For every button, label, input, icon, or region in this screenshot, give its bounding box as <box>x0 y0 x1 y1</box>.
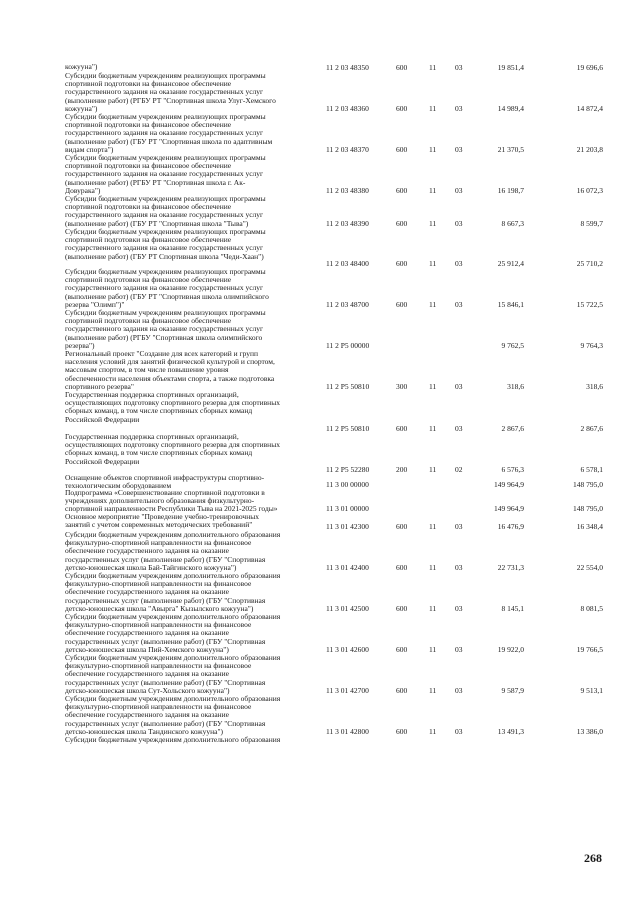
description-line: Субсидии бюджетным учреждениям реализующих программы <box>65 228 266 236</box>
row-description <box>65 350 311 391</box>
description-line: спортивной подготовки на финансовое обеспечение <box>65 203 232 212</box>
budget-code: 11 3 01 00000 <box>326 503 369 513</box>
description-line: детско-юношеская школа "Авырга" Кызылского кожууна") <box>65 604 254 613</box>
section-code: 11 <box>429 218 437 228</box>
expense-type-code: 600 <box>396 562 408 572</box>
amount-first-year: 14 989,4 <box>497 103 524 113</box>
description-line: резерва") <box>65 341 95 350</box>
amount-second-year: 6 578,1 <box>580 464 603 474</box>
amount-second-year: 8 081,5 <box>580 603 603 613</box>
description-line: государственного задания на оказание государственных услуг <box>65 88 264 97</box>
description-line: обеспечение государственного задания на оказание <box>65 711 230 720</box>
row-description <box>65 195 311 228</box>
expense-type-code: 600 <box>396 521 408 531</box>
expense-type-code: 600 <box>396 726 408 736</box>
subsection-code: 03 <box>455 62 463 72</box>
amount-first-year: 21 370,5 <box>497 144 524 154</box>
budget-code: 11 2 03 48390 <box>326 218 369 228</box>
description-line: (выполнение работ) (ГБУ РТ "Спортивная школа олимпийского <box>65 292 269 301</box>
description-line: государственного задания на оказание государственных услуг <box>65 170 264 179</box>
subsection-code: 03 <box>455 218 463 228</box>
amount-second-year: 8 599,7 <box>580 218 603 228</box>
row-description <box>65 736 311 744</box>
amount-first-year: 16 476,9 <box>497 521 524 531</box>
budget-code: 11 3 01 42800 <box>326 726 369 736</box>
amount-first-year: 19 851,4 <box>497 62 524 72</box>
expense-type-code: 600 <box>396 299 408 309</box>
description-line: массовым спортом, в том числе повышение уровня <box>65 366 229 375</box>
expense-type-code: 600 <box>396 103 408 113</box>
amount-second-year: 148 795,0 <box>573 503 603 513</box>
subsection-code: 03 <box>455 644 463 654</box>
description-line: сборных команд, в том числе спортивных сборных команд <box>65 449 253 458</box>
description-line: видам спорта") <box>65 145 114 154</box>
description-line: Субсидии бюджетным учреждениям реализующих программы <box>65 154 266 162</box>
row-description <box>65 474 311 490</box>
amount-first-year: 22 731,3 <box>497 562 524 572</box>
subsection-code: 03 <box>455 144 463 154</box>
description-line: Российской Федерации <box>65 457 140 466</box>
subsection-code: 03 <box>455 423 463 433</box>
amount-second-year: 22 554,0 <box>576 562 603 572</box>
expense-type-code: 200 <box>396 464 408 474</box>
description-line: кожууна") <box>65 104 98 113</box>
amount-first-year: 25 912,4 <box>497 258 524 268</box>
subsection-code: 03 <box>455 185 463 195</box>
budget-code: 11 2 03 48700 <box>326 299 369 309</box>
subsection-code: 03 <box>455 726 463 736</box>
description-line: Субсидии бюджетным учреждениям реализующих программы <box>65 195 266 203</box>
description-line: (выполнение работ) (РГБУ РТ "Спортивная школа г. Ак- <box>65 178 246 187</box>
description-line: (выполнение работ) (ГБУ РТ Спортивная школа "Чеди-Хаан") <box>65 252 264 261</box>
amount-second-year: 19 766,5 <box>576 644 603 654</box>
amount-second-year: 15 722,5 <box>576 299 603 309</box>
section-code: 11 <box>429 464 437 474</box>
section-code: 11 <box>429 258 437 268</box>
expense-type-code: 300 <box>396 381 408 391</box>
description-line: Субсидии бюджетным учреждениям дополнительного образования <box>65 695 281 703</box>
description-line: (выполнение работ) (РГБУ "Спортивная школа олимпийского <box>65 333 263 342</box>
description-line: физкультурно-спортивной направленности на финансовое <box>65 703 252 712</box>
description-line: спортивной подготовки на финансовое обеспечение <box>65 317 232 326</box>
row-description <box>65 72 311 113</box>
budget-code: 11 2 03 48370 <box>326 144 369 154</box>
expense-type-code: 600 <box>396 685 408 695</box>
budget-code: 11 2 03 48400 <box>326 258 369 268</box>
section-code: 11 <box>429 562 437 572</box>
amount-second-year: 148 795,0 <box>573 479 603 489</box>
amount-first-year: 8 145,1 <box>501 603 524 613</box>
expense-type-code: 600 <box>396 62 408 72</box>
description-line: кожууна") <box>65 63 98 71</box>
description-line: спортивной подготовки на финансовое обеспечение <box>65 236 232 245</box>
amount-second-year: 21 203,8 <box>576 144 603 154</box>
description-line: обеспечение государственного задания на оказание <box>65 588 230 597</box>
section-code: 11 <box>429 423 437 433</box>
row-description <box>65 309 311 350</box>
description-line: физкультурно-спортивной направленности на финансовое <box>65 539 252 548</box>
amount-second-year: 19 696,6 <box>576 62 603 72</box>
description-line: Субсидии бюджетным учреждениям реализующих программы <box>65 113 266 121</box>
subsection-code: 03 <box>455 562 463 572</box>
description-line: государственного задания на оказание государственных услуг <box>65 211 264 220</box>
expense-type-code: 600 <box>396 603 408 613</box>
description-line: государственных услуг (выполнение работ) (ГБУ "Спортивная <box>65 719 266 728</box>
amount-second-year: 318,6 <box>586 381 603 391</box>
row-description <box>65 433 311 466</box>
description-line: (выполнение работ) (ГБУ РТ "Спортивная школа "Тыва") <box>65 219 249 228</box>
description-line: населения условий для занятий физической культурой и спортом, <box>65 358 275 367</box>
amount-first-year: 9 587,9 <box>501 685 524 695</box>
amount-first-year: 149 964,9 <box>494 479 524 489</box>
budget-code: 11 2 Р5 52280 <box>326 464 370 474</box>
description-line: технологическим оборудованием <box>65 482 172 491</box>
description-line: детско-юношеская школа Бай-Тайгинского кожууна") <box>65 563 237 572</box>
amount-first-year: 318,6 <box>507 381 524 391</box>
description-line: физкультурно-спортивной направленности на финансовое <box>65 621 252 630</box>
amount-first-year: 16 198,7 <box>497 185 524 195</box>
section-code: 11 <box>429 644 437 654</box>
description-line: физкультурно-спортивной направленности на финансовое <box>65 662 252 671</box>
description-line: осуществляющих подготовку спортивного резерва для спортивных <box>65 441 280 450</box>
row-description <box>65 268 311 309</box>
subsection-code: 03 <box>455 103 463 113</box>
section-code: 11 <box>429 685 437 695</box>
description-line: обеспечение государственного задания на оказание <box>65 547 230 556</box>
description-line: Субсидии бюджетным учреждениям дополнительного образования <box>65 572 281 580</box>
description-line: Субсидии бюджетным учреждениям реализующих программы <box>65 309 266 317</box>
subsection-code: 03 <box>455 521 463 531</box>
subsection-code: 03 <box>455 603 463 613</box>
row-description <box>65 572 311 613</box>
section-code: 11 <box>429 299 437 309</box>
budget-code: 11 2 03 48360 <box>326 103 369 113</box>
section-code: 11 <box>429 103 437 113</box>
amount-second-year: 16 072,3 <box>576 185 603 195</box>
description-line: государственных услуг (выполнение работ) (ГБУ "Спортивная <box>65 678 266 687</box>
subsection-code: 03 <box>455 381 463 391</box>
amount-first-year: 13 491,3 <box>497 726 524 736</box>
description-line: спортивного резерва" <box>65 382 134 391</box>
budget-code: 11 3 01 42500 <box>326 603 369 613</box>
section-code: 11 <box>429 144 437 154</box>
expense-type-code: 600 <box>396 218 408 228</box>
amount-first-year: 6 576,3 <box>501 464 524 474</box>
description-line: детско-юношеская школа Тандинского кожууна") <box>65 727 224 736</box>
description-line: детско-юношеская школа Пий-Хемского кожууна") <box>65 645 229 654</box>
section-code: 11 <box>429 381 437 391</box>
description-line: обеспечение государственного задания на оказание <box>65 670 230 679</box>
budget-code: 11 3 01 42700 <box>326 685 369 695</box>
expense-type-code: 600 <box>396 144 408 154</box>
description-line: Довурака") <box>65 186 101 195</box>
page-number: 268 <box>584 851 602 865</box>
amount-first-year: 149 964,9 <box>494 503 524 513</box>
section-code: 11 <box>429 185 437 195</box>
row-description <box>65 654 311 695</box>
description-line: сборных команд, в том числе спортивных сборных команд <box>65 407 253 416</box>
budget-code: 11 2 Р5 50810 <box>326 381 370 391</box>
row-description <box>65 63 311 71</box>
description-line: государственного задания на оказание государственных услуг <box>65 325 264 334</box>
description-line: обеспеченности населения объектами спорта, а также подготовка <box>65 374 275 383</box>
row-description <box>65 695 311 736</box>
row-description <box>65 531 311 572</box>
amount-second-year: 9 764,3 <box>580 340 603 350</box>
budget-code: 11 2 03 48350 <box>326 62 369 72</box>
subsection-code: 03 <box>455 685 463 695</box>
description-line: детско-юношеская школа Сут-Хольского кожууна") <box>65 686 230 695</box>
budget-code: 11 3 00 00000 <box>326 479 369 489</box>
description-line: Государственная поддержка спортивных организаций, <box>65 391 239 399</box>
amount-second-year: 25 710,2 <box>576 258 603 268</box>
expense-type-code: 600 <box>396 644 408 654</box>
description-line: Субсидии бюджетным учреждениям дополнительного образования <box>65 736 281 744</box>
description-line: спортивной подготовки на финансовое обеспечение <box>65 121 232 130</box>
description-line: государственных услуг (выполнение работ) (ГБУ "Спортивная <box>65 596 266 605</box>
description-line: Российской Федерации <box>65 415 140 424</box>
subsection-code: 02 <box>455 464 463 474</box>
row-description <box>65 513 311 529</box>
amount-first-year: 8 667,3 <box>501 218 524 228</box>
description-line: государственных услуг (выполнение работ) (ГБУ "Спортивная <box>65 555 266 564</box>
description-line: Региональный проект "Создание для всех категорий и групп <box>65 350 259 358</box>
description-line: осуществляющих подготовку спортивного резерва для спортивных <box>65 399 280 408</box>
description-line: резерва "Олимп")" <box>65 300 125 309</box>
row-description <box>65 613 311 654</box>
description-line: Оснащение объектов спортивной инфраструктуры спортивно- <box>65 474 265 482</box>
subsection-code: 03 <box>455 299 463 309</box>
description-line: (выполнение работ) (РГБУ РТ "Спортивная школа Улуг-Хемского <box>65 96 276 105</box>
expense-type-code: 600 <box>396 185 408 195</box>
description-line: занятий с учетом современных методических требований" <box>65 521 253 530</box>
row-description <box>65 154 311 195</box>
amount-first-year: 2 867,6 <box>501 423 524 433</box>
amount-second-year: 9 513,1 <box>580 685 603 695</box>
subsection-code: 03 <box>455 258 463 268</box>
amount-first-year: 9 762,5 <box>501 340 524 350</box>
row-description <box>65 113 311 154</box>
description-line: физкультурно-спортивной направленности на финансовое <box>65 580 252 589</box>
description-line: учреждениях дополнительного образования физкультурно- <box>65 497 255 506</box>
description-line: государственного задания на оказание государственных услуг <box>65 244 264 253</box>
budget-code: 11 2 03 48380 <box>326 185 369 195</box>
description-line: государственных услуг (выполнение работ) (ГБУ "Спортивная <box>65 637 266 646</box>
description-line: государственного задания на оказание государственных услуг <box>65 284 264 293</box>
description-line: Субсидии бюджетным учреждениям реализующих программы <box>65 72 266 80</box>
description-line: спортивной подготовки на финансовое обеспечение <box>65 80 232 89</box>
section-code: 11 <box>429 62 437 72</box>
budget-code: 11 3 01 42600 <box>326 644 369 654</box>
amount-second-year: 2 867,6 <box>580 423 603 433</box>
description-line: Субсидии бюджетным учреждениям дополнительного образования <box>65 613 281 621</box>
description-line: обеспечение государственного задания на оказание <box>65 629 230 638</box>
section-code: 11 <box>429 521 437 531</box>
description-line: Основное мероприятие "Проведение учебно-тренировочных <box>65 513 260 521</box>
description-line: спортивной направленности Республики Тыва на 2021-2025 годы» <box>65 505 278 514</box>
budget-code: 11 2 Р5 50810 <box>326 423 370 433</box>
row-description <box>65 489 311 514</box>
description-line: (выполнение работ) (ГБУ РТ "Спортивная школа по адаптивным <box>65 137 273 146</box>
section-code: 11 <box>429 726 437 736</box>
amount-second-year: 14 872,4 <box>576 103 603 113</box>
amount-second-year: 16 348,4 <box>576 521 603 531</box>
amount-first-year: 15 846,1 <box>497 299 524 309</box>
section-code: 11 <box>429 603 437 613</box>
description-line: Субсидии бюджетным учреждениям реализующих программы <box>65 268 266 276</box>
expense-type-code: 600 <box>396 258 408 268</box>
budget-code: 11 3 01 42400 <box>326 562 369 572</box>
description-line: Субсидии бюджетным учреждениям дополнительного образования <box>65 531 281 539</box>
budget-code: 11 3 01 42300 <box>326 521 369 531</box>
description-line: спортивной подготовки на финансовое обеспечение <box>65 276 232 285</box>
row-description <box>65 228 311 261</box>
amount-first-year: 19 922,0 <box>497 644 524 654</box>
description-line: Государственная поддержка спортивных организаций, <box>65 433 239 441</box>
amount-second-year: 13 386,0 <box>576 726 603 736</box>
description-line: Подпрограмма «Совершенствование спортивной подготовки в <box>65 489 265 497</box>
budget-code: 11 2 Р5 00000 <box>326 340 370 350</box>
expense-type-code: 600 <box>396 423 408 433</box>
description-line: спортивной подготовки на финансовое обеспечение <box>65 162 232 171</box>
description-line: Субсидии бюджетным учреждениям дополнительного образования <box>65 654 281 662</box>
description-line: государственного задания на оказание государственных услуг <box>65 129 264 138</box>
row-description <box>65 391 311 424</box>
